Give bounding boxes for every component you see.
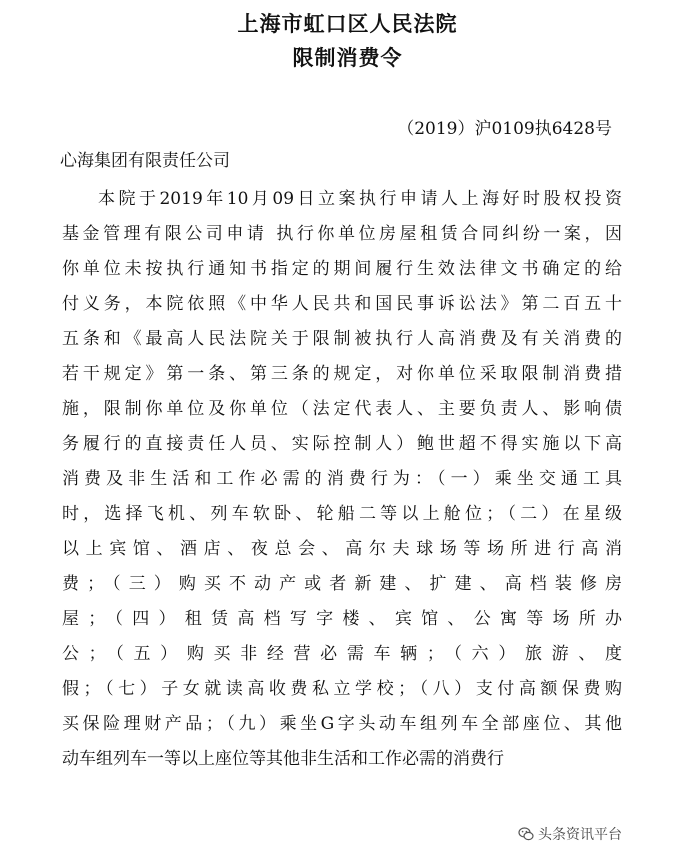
recipient-name: 心海集团有限责任公司: [60, 151, 230, 171]
watermark: [514, 822, 626, 846]
body-line: 买保险理财产品；（九）乘坐G字头动车组列车全部座位、其他: [62, 714, 622, 734]
body-line: 你单位未按执行通知书指定的期间履行生效法律文书确定的给: [62, 259, 622, 279]
document-type-heading: 限制消费令: [292, 46, 403, 70]
watermark-text: 头条资讯平台: [538, 827, 622, 843]
body-line: 以上宾馆、酒店、夜总会、高尔夫球场等场所进行高消: [62, 539, 622, 559]
wechat-logo-icon: [518, 826, 534, 842]
body-line: 付义务，本院依照《中华人民共和国民事诉讼法》第二百五十: [62, 294, 622, 314]
body-line: 五条和《最高人民法院关于限制被执行人高消费及有关消费的: [62, 329, 622, 349]
order-body: [62, 182, 622, 777]
body-line: 时，选择飞机、列车软卧、轮船二等以上舱位；（二）在星级: [62, 504, 622, 524]
body-line: 务履行的直接责任人员、实际控制人）鲍世超不得实施以下高: [62, 434, 622, 454]
body-line: 消费及非生活和工作必需的消费行为：（一）乘坐交通工具: [62, 469, 622, 489]
body-line: 费；（三）购买不动产或者新建、扩建、高档装修房: [62, 574, 622, 594]
body-line: 若干规定》第一条、第三条的规定，对你单位采取限制消费措: [62, 364, 622, 384]
body-line: 假；（七）子女就读高收费私立学校；（八）支付高额保费购: [62, 679, 622, 699]
body-line: 施，限制你单位及你单位（法定代表人、主要负责人、影响债: [62, 399, 622, 419]
body-line: 本院于2019年10月09日立案执行申请人上海好时股权投资: [98, 189, 622, 209]
case-number: （2019）沪0109执6428号: [397, 119, 612, 139]
body-line: 动车组列车一等以上座位等其他非生活和工作必需的消费行: [62, 749, 504, 769]
court-name-heading: 上海市虹口区人民法院: [237, 12, 458, 36]
body-line: 公；（五）购买非经营必需车辆；（六）旅游、度: [62, 644, 622, 664]
body-line: 基金管理有限公司申请 执行你单位房屋租赁合同纠纷一案，因: [62, 224, 622, 244]
body-line: 屋；（四）租赁高档写字楼、宾馆、公寓等场所办: [62, 609, 622, 629]
